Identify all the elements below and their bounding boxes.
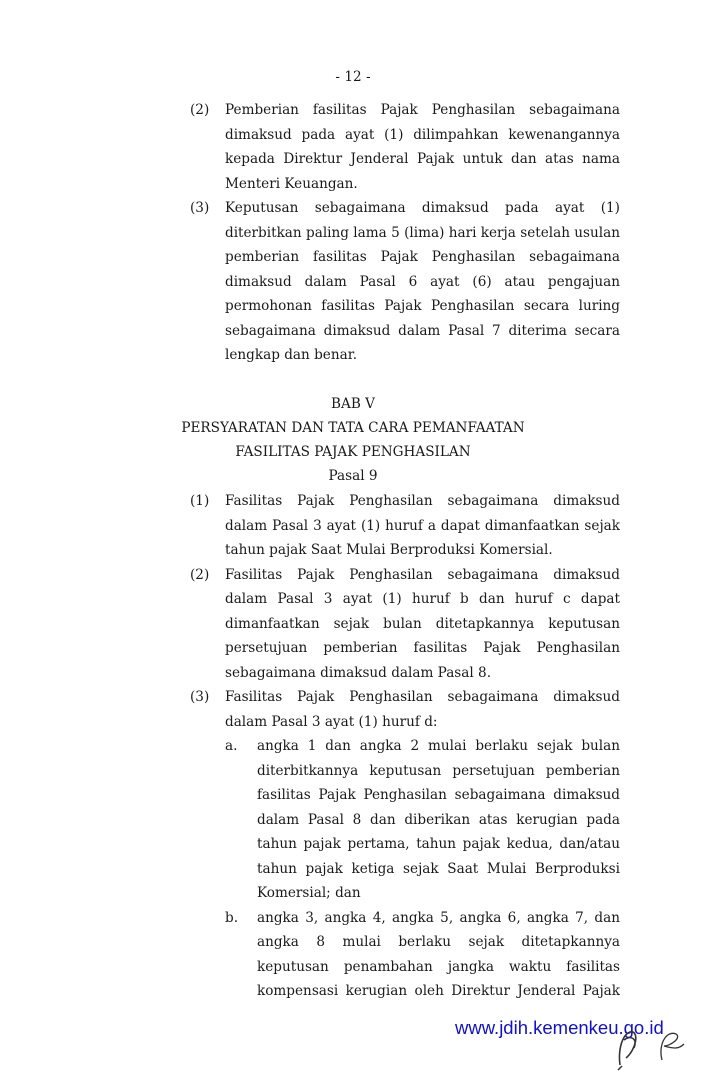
paragraph-line: sebagaimana dimaksud dalam Pasal 8.	[225, 664, 492, 681]
footer-url[interactable]: www.jdih.kemenkeu.go.id	[455, 1017, 664, 1038]
paragraph-line: dalam Pasal 3 ayat (1) huruf d:	[225, 713, 438, 730]
paragraph-line: dalam Pasal 3 ayat (1) huruf b dan huruf c dapat	[225, 591, 620, 607]
item-paragraph	[225, 98, 620, 196]
item-paragraph	[225, 196, 620, 368]
paragraph-line: fasilitas Pajak Penghasilan sebagaimana dimaksud	[257, 787, 620, 803]
paragraph-line: dimanfaatkan sejak bulan ditetapkannya keputusan	[225, 615, 620, 632]
paragraph-line: dimaksud pada ayat (1) dilimpahkan kewenangannya	[225, 126, 620, 143]
item-number: (1)	[190, 493, 210, 509]
paragraph-line: permohonan fasilitas Pajak Penghasilan secara luring	[225, 298, 620, 314]
signature-initials	[600, 1020, 690, 1075]
item-paragraph	[257, 906, 620, 1004]
paragraph-line: tahun pajak ketiga sejak Saat Mulai Berproduksi	[257, 860, 620, 877]
paragraph-line: tahun pajak Saat Mulai Berproduksi Komersial.	[225, 542, 553, 558]
paragraph-line: Fasilitas Pajak Penghasilan sebagaimana dimaksud	[225, 566, 620, 583]
page-number: - 12 -	[335, 69, 371, 85]
paragraph-line: kompensasi kerugian oleh Direktur Jenderal Pajak	[257, 983, 620, 999]
paragraph-line: pemberian fasilitas Pajak Penghasilan sebagaimana	[225, 249, 620, 265]
paragraph-line: Menteri Keuangan.	[225, 175, 358, 192]
paragraph-line: persetujuan pemberian fasilitas Pajak Penghasilan	[225, 640, 620, 656]
chapter-heading: BAB V	[331, 396, 375, 412]
item-number: (3)	[190, 689, 210, 705]
item-paragraph	[257, 734, 620, 906]
article-heading: Pasal 9	[328, 468, 378, 484]
paragraph-line: sebagaimana dimaksud dalam Pasal 7 diterima secara	[225, 322, 620, 339]
paragraph-line: kepada Direktur Jenderal Pajak untuk dan atas nama	[225, 151, 620, 167]
paragraph-line: Fasilitas Pajak Penghasilan sebagaimana dimaksud	[225, 493, 620, 509]
paragraph-line: diterbitkannya keputusan persetujuan pemberian	[257, 762, 620, 779]
item-paragraph	[225, 685, 620, 734]
item-number: (2)	[190, 102, 210, 118]
item-paragraph	[225, 489, 620, 563]
paragraph-line: Keputusan sebagaimana dimaksud pada ayat (1)	[225, 200, 620, 216]
item-paragraph	[225, 563, 620, 686]
paragraph-line: Fasilitas Pajak Penghasilan sebagaimana dimaksud	[225, 689, 620, 705]
paragraph-line: Komersial; dan	[257, 885, 361, 901]
paragraph-line: angka 3, angka 4, angka 5, angka 6, angka 7, dan	[257, 909, 620, 926]
paragraph-line: angka 1 dan angka 2 mulai berlaku sejak bulan	[257, 738, 620, 754]
chapter-title-line-2: FASILITAS PAJAK PENGHASILAN	[235, 444, 471, 460]
paragraph-line: keputusan penambahan jangka waktu fasilitas	[257, 958, 620, 975]
paragraph-line: dimaksud dalam Pasal 6 ayat (6) atau pengajuan	[225, 273, 620, 290]
item-number: b.	[225, 909, 239, 926]
item-number: a.	[225, 738, 238, 754]
paragraph-line: diterbitkan paling lama 5 (lima) hari kerja setelah usulan	[225, 224, 620, 241]
paragraph-line: dalam Pasal 8 dan diberikan atas kerugian pada	[257, 811, 620, 828]
paragraph-line: lengkap dan benar.	[225, 347, 358, 363]
paragraph-line: angka 8 mulai berlaku sejak ditetapkannya	[257, 934, 620, 950]
item-number: (3)	[190, 200, 210, 216]
item-number: (2)	[190, 566, 210, 583]
paragraph-line: tahun pajak pertama, tahun pajak kedua, dan/atau	[257, 836, 620, 852]
paragraph-line: Pemberian fasilitas Pajak Penghasilan sebagaimana	[225, 102, 620, 118]
paragraph-line: dalam Pasal 3 ayat (1) huruf a dapat dimanfaatkan sejak	[225, 517, 620, 534]
chapter-title-line-1: PERSYARATAN DAN TATA CARA PEMANFAATAN	[181, 420, 525, 436]
